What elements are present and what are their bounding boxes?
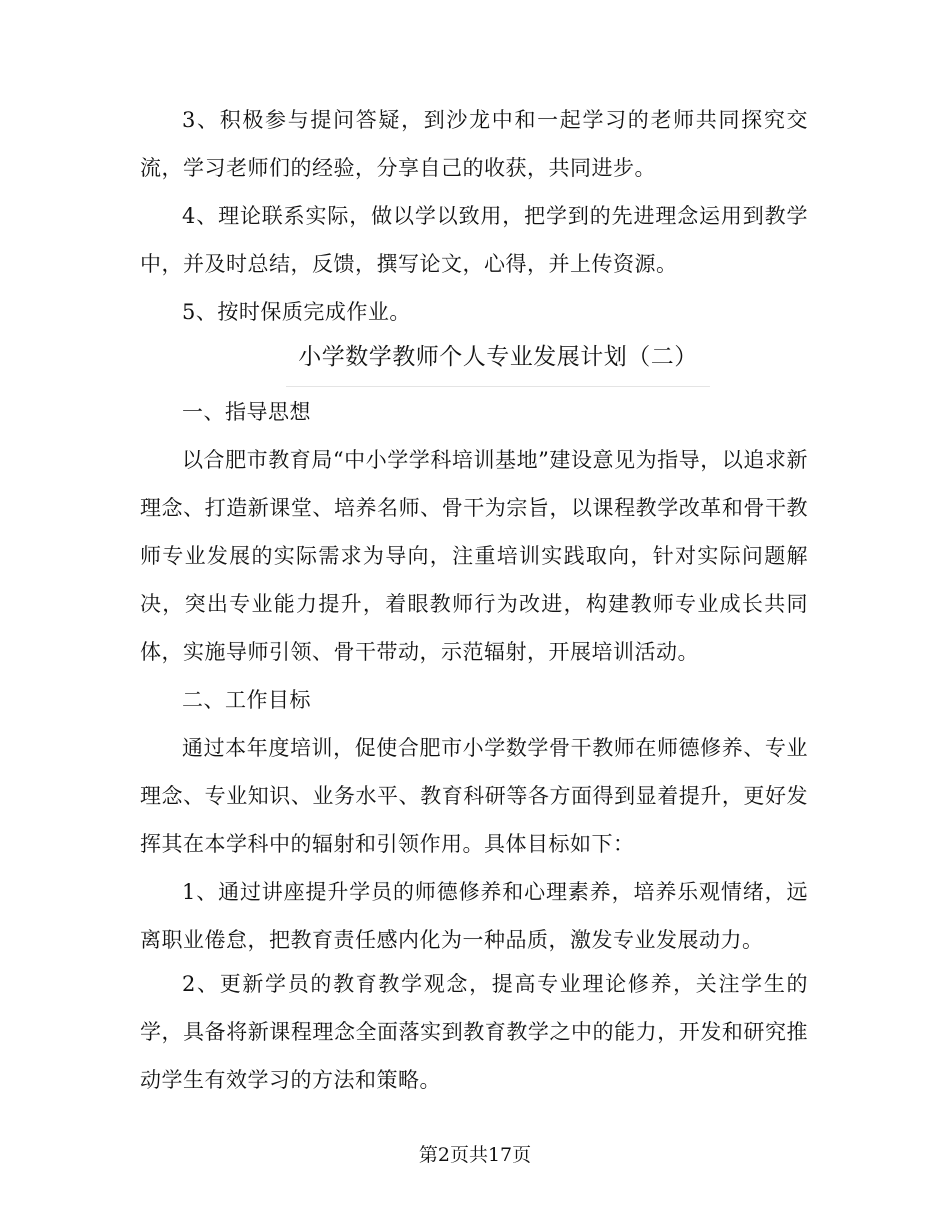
goal-item-1: 1、通过讲座提升学员的师德修养和心理素养，培养乐观情绪，远离职业倦怠，把教育责任感内化为一种品质，激发专业发展动力。 <box>140 880 808 952</box>
page-number-footer: 第2页共17页 <box>418 1144 532 1166</box>
section-1-heading: 一、指导思想 <box>182 400 311 424</box>
document-title: 小学数学教师个人专业发展计划（二） <box>298 344 698 370</box>
section-1-body: 以合肥市教育局“中小学学科培训基地”建设意见为指导，以追求新理念、打造新课堂、培养名师、骨干为宗旨，以课程教学改革和骨干教师专业发展的实际需求为导向，注重培训实践取向，针对实际问题解决，突出专业能力提升，着眼教师行为改进，构建教师专业成长共同体，实施导师引领、骨干带动，示范辐射，开展培训活动。 <box>140 448 808 664</box>
item-5-paragraph: 5、按时保质完成作业。 <box>182 300 411 324</box>
section-2-body: 通过本年度培训，促使合肥市小学数学骨干教师在师德修养、专业理念、专业知识、业务水平、教育科研等各方面得到显着提升，更好发挥其在本学科中的辐射和引领作用。具体目标如下： <box>140 736 808 856</box>
item-3-paragraph: 3、积极参与提问答疑，到沙龙中和一起学习的老师共同探究交流，学习老师们的经验，分享自己的收获，共同进步。 <box>140 108 808 180</box>
section-2-heading: 二、工作目标 <box>182 688 311 712</box>
goal-item-2: 2、更新学员的教育教学观念，提高专业理论修养，关注学生的学，具备将新课程理念全面落实到教育教学之中的能力，开发和研究推动学生有效学习的方法和策略。 <box>140 972 808 1092</box>
item-4-paragraph: 4、理论联系实际，做以学以致用，把学到的先进理念运用到教学中，并及时总结，反馈，撰写论文，心得，并上传资源。 <box>140 204 808 276</box>
document-title-block <box>286 334 710 387</box>
